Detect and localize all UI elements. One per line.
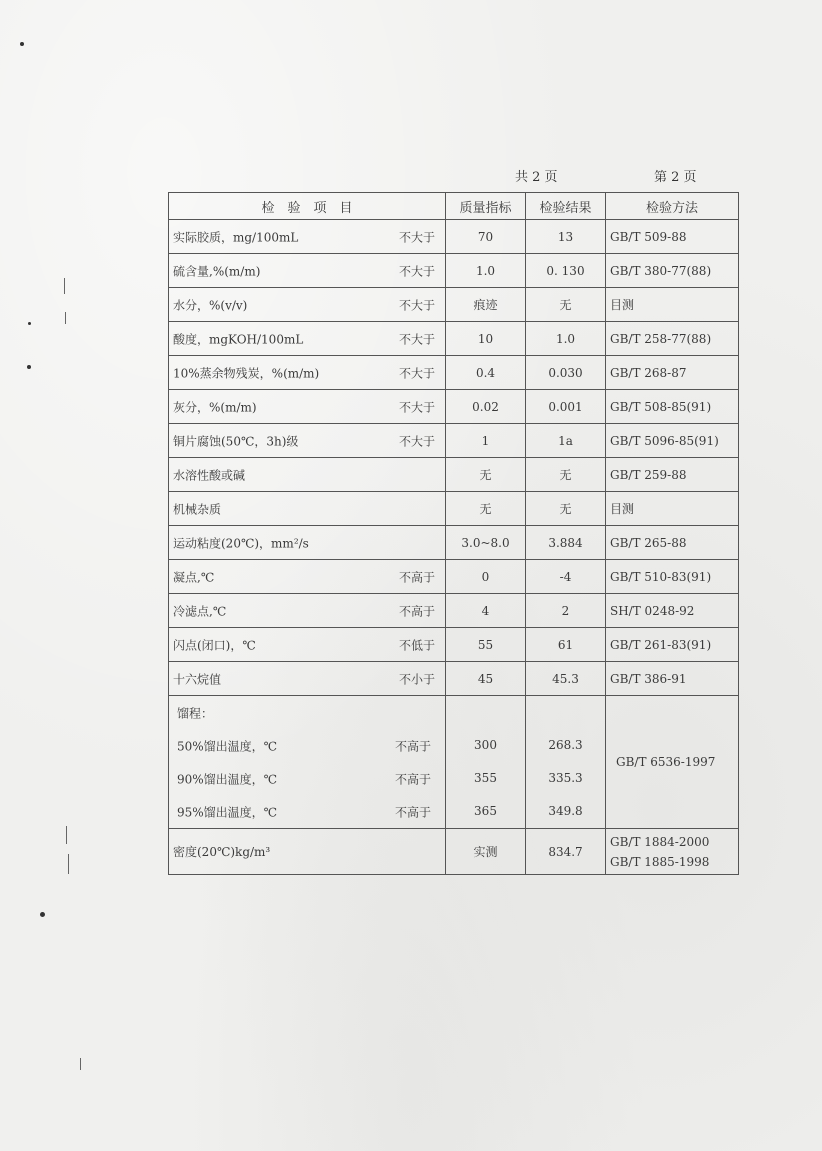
result-cell: 3.884 [526, 526, 606, 560]
density-result: 834.7 [526, 829, 606, 875]
item-condition: 不大于 [398, 230, 435, 244]
table-row [169, 628, 739, 662]
item-name: 酸度，mgKOH/100mL [173, 332, 304, 346]
result-cell: 无 [526, 492, 606, 526]
item-condition: 不大于 [398, 434, 435, 448]
result-cell: 无 [526, 288, 606, 322]
result-cell: 0.030 [526, 356, 606, 390]
method-cell: GB/T 510-83(91) [606, 560, 739, 594]
spec-cell: 70 [446, 220, 526, 254]
method-cell: 目测 [606, 288, 739, 322]
item-condition: 不大于 [398, 332, 435, 346]
item-cell [169, 594, 446, 628]
distillation-title-line [173, 696, 441, 729]
distillation-result: 268.3 [548, 738, 583, 752]
item-name: 实际胶质，mg/100mL [173, 230, 299, 244]
item-cell [169, 662, 446, 696]
distillation-method-cell [606, 696, 739, 829]
table-row [169, 356, 739, 390]
result-cell: 13 [526, 220, 606, 254]
table-header-row [169, 193, 739, 220]
item-cell [169, 288, 446, 322]
spec-cell: 1 [446, 424, 526, 458]
spec-cell: 0.4 [446, 356, 526, 390]
distillation-spec-cell [446, 696, 526, 829]
item-cell [169, 560, 446, 594]
item-condition: 不高于 [398, 570, 435, 584]
method-cell: GB/T 386-91 [606, 662, 739, 696]
item-cell [169, 356, 446, 390]
spec-cell: 4 [446, 594, 526, 628]
table-row [169, 390, 739, 424]
item-cell [169, 492, 446, 526]
spec-cell: 0 [446, 560, 526, 594]
distillation-item: 90%馏出温度，℃ [177, 772, 278, 786]
spec-cell: 无 [446, 492, 526, 526]
item-condition: 不大于 [398, 298, 435, 312]
method-cell: GB/T 509-88 [606, 220, 739, 254]
table-row [169, 526, 739, 560]
table-row [169, 594, 739, 628]
scan-speck [28, 322, 31, 325]
distillation-spec: 365 [474, 804, 497, 818]
spec-cell: 无 [446, 458, 526, 492]
item-name: 硫含量,%(m/m) [173, 264, 261, 278]
method-cell: SH/T 0248-92 [606, 594, 739, 628]
method-cell: GB/T 258-77(88) [606, 322, 739, 356]
item-cell [169, 390, 446, 424]
item-cell [169, 322, 446, 356]
column-header-method: 检验方法 [606, 193, 739, 220]
result-cell: 1a [526, 424, 606, 458]
inspection-table [168, 192, 739, 875]
distillation-condition: 不高于 [394, 805, 431, 819]
method-cell: GB/T 261-83(91) [606, 628, 739, 662]
distillation-item: 95%馏出温度，℃ [177, 805, 278, 819]
item-condition: 不低于 [398, 638, 435, 652]
spec-cell: 1.0 [446, 254, 526, 288]
method-cell: GB/T 380-77(88) [606, 254, 739, 288]
item-cell [169, 526, 446, 560]
table-row [169, 424, 739, 458]
distillation-row [169, 696, 739, 829]
result-cell: 0. 130 [526, 254, 606, 288]
distillation-result-cell [526, 696, 606, 829]
distillation-item: 50%馏出温度，℃ [177, 739, 278, 753]
distillation-method: GB/T 6536-1997 [616, 754, 716, 769]
table-row [169, 662, 739, 696]
scan-speck [27, 365, 31, 369]
method-cell: GB/T 268-87 [606, 356, 739, 390]
density-row [169, 829, 739, 875]
current-page: 第 2 页 [654, 170, 697, 185]
result-cell: 0.001 [526, 390, 606, 424]
item-condition: 不高于 [398, 604, 435, 618]
distillation-condition: 不高于 [394, 739, 431, 753]
table-row [169, 322, 739, 356]
item-name: 水溶性酸或碱 [173, 468, 246, 482]
total-pages: 共 2 页 [515, 170, 558, 185]
result-cell: 45.3 [526, 662, 606, 696]
table-row [169, 560, 739, 594]
distillation-result: 335.3 [548, 771, 583, 785]
scan-speck [20, 42, 24, 46]
density-method-cell [606, 829, 739, 875]
result-cell: 1.0 [526, 322, 606, 356]
spec-cell: 10 [446, 322, 526, 356]
distillation-line [173, 795, 441, 828]
distillation-title: 馏程： [177, 706, 214, 720]
column-header-spec: 质量指标 [446, 193, 526, 220]
item-name: 10%蒸余物残炭，%(m/m) [173, 366, 320, 380]
table-row [169, 288, 739, 322]
density-spec: 实测 [446, 829, 526, 875]
item-name: 冷滤点,℃ [173, 604, 227, 618]
spec-cell: 45 [446, 662, 526, 696]
item-name: 十六烷值 [173, 672, 222, 686]
column-header-result: 检验结果 [526, 193, 606, 220]
density-method-2: GB/T 1885-1998 [610, 854, 710, 869]
scan-mark [80, 1058, 81, 1070]
table-row [169, 220, 739, 254]
method-cell: GB/T 265-88 [606, 526, 739, 560]
spec-cell: 痕迹 [446, 288, 526, 322]
distillation-line [173, 729, 441, 762]
item-cell [169, 220, 446, 254]
table-row [169, 458, 739, 492]
distillation-condition: 不高于 [394, 772, 431, 786]
item-condition: 不大于 [398, 264, 435, 278]
scan-speck [40, 912, 45, 917]
scan-mark [68, 854, 69, 874]
result-cell: 无 [526, 458, 606, 492]
density-item: 密度(20℃)kg/m³ [169, 829, 446, 875]
spec-cell: 3.0~8.0 [446, 526, 526, 560]
distillation-spec: 355 [474, 771, 497, 785]
item-cell [169, 254, 446, 288]
result-cell: 2 [526, 594, 606, 628]
result-cell: 61 [526, 628, 606, 662]
column-header-item: 检 验 项 目 [169, 193, 446, 220]
item-name: 运动粘度(20℃)，mm²/s [173, 536, 309, 550]
method-cell: GB/T 259-88 [606, 458, 739, 492]
method-cell: 目测 [606, 492, 739, 526]
item-cell [169, 424, 446, 458]
item-name: 凝点,℃ [173, 570, 215, 584]
distillation-line [173, 762, 441, 795]
item-name: 水分，%(v/v) [173, 298, 248, 312]
scan-mark [66, 826, 67, 844]
item-name: 铜片腐蚀(50℃，3h)级 [173, 434, 299, 448]
item-condition: 不大于 [398, 366, 435, 380]
density-method-1: GB/T 1884-2000 [610, 834, 710, 849]
distillation-result: 349.8 [548, 804, 583, 818]
distillation-item-cell [169, 696, 446, 829]
scan-mark [65, 312, 66, 324]
spec-cell: 0.02 [446, 390, 526, 424]
scan-mark [64, 278, 65, 294]
item-name: 机械杂质 [173, 502, 222, 516]
table-row [169, 254, 739, 288]
spec-cell: 55 [446, 628, 526, 662]
table-body [169, 220, 739, 875]
table-row [169, 492, 739, 526]
result-cell: -4 [526, 560, 606, 594]
method-cell: GB/T 508-85(91) [606, 390, 739, 424]
item-cell [169, 628, 446, 662]
item-name: 灰分，%(m/m) [173, 400, 257, 414]
item-condition: 不大于 [398, 400, 435, 414]
item-name: 闪点(闭口)，℃ [173, 638, 256, 652]
item-cell [169, 458, 446, 492]
method-cell: GB/T 5096-85(91) [606, 424, 739, 458]
item-condition: 不小于 [398, 672, 435, 686]
distillation-spec: 300 [474, 738, 497, 752]
